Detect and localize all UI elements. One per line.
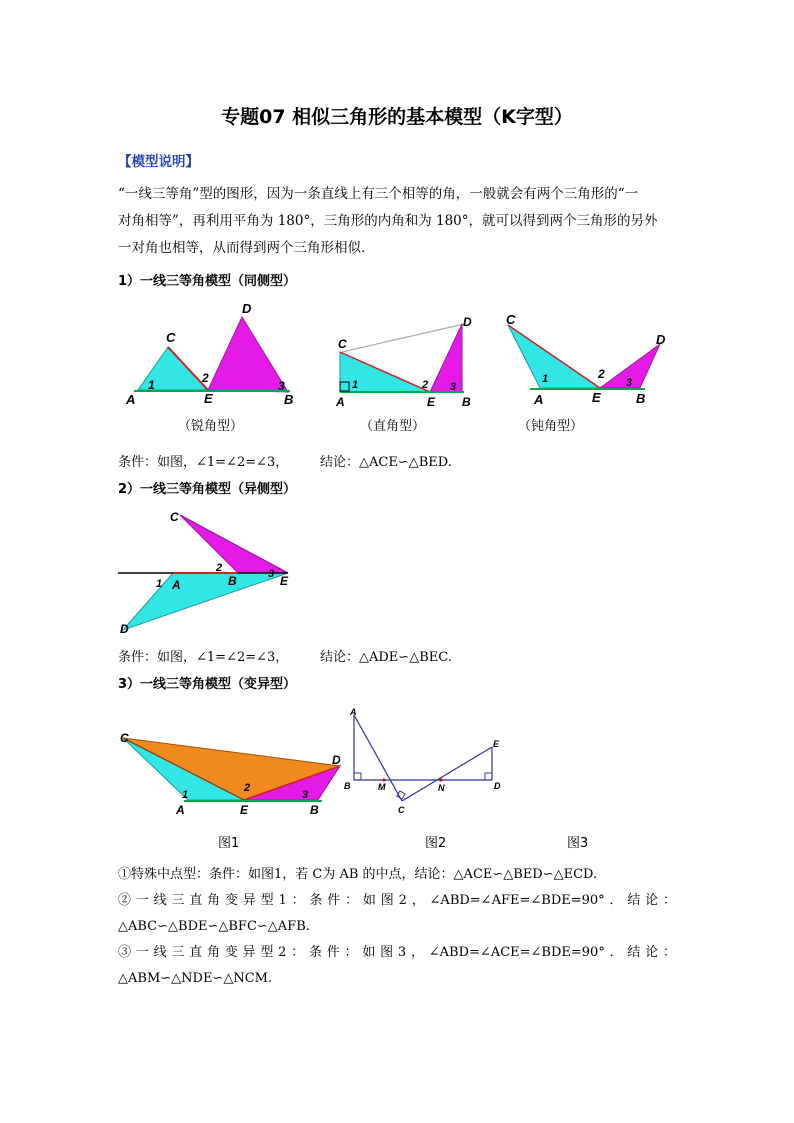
intro-line-1: “一线三等角”型的图形，因为一条直线上有三个相等的角，一般就会有两个三角形的“一 — [118, 186, 639, 202]
label-E: E — [427, 395, 436, 409]
label-B: B — [636, 391, 646, 406]
label-E: E — [493, 739, 500, 749]
note-2-line-1: ②一线三直角变异型1：条件：如图2，∠ABD=∠AFE=∠BDE=90°．结论： — [118, 893, 676, 908]
angle-1: 1 — [542, 373, 549, 385]
label-B: B — [462, 395, 471, 409]
label-A: A — [350, 707, 357, 717]
label-A: A — [534, 392, 544, 407]
angle-3: 3 — [626, 377, 633, 389]
part3-heading: 3）一线三等角模型（变异型） — [118, 677, 297, 692]
label-C: C — [166, 330, 176, 345]
part1-conclusion: 结论：△ACE∽△BED. — [320, 455, 452, 470]
figure-right — [330, 312, 480, 412]
caption-obtuse: （钝角型） — [518, 419, 584, 434]
label-E: E — [592, 390, 601, 405]
note-3-line-1: ③一线三直角变异型2：条件：如图3，∠ABD=∠ACE=∠BDE=90°．结论： — [118, 945, 676, 960]
label-D: D — [463, 315, 472, 329]
figure-opposite — [118, 505, 303, 640]
caption-right: （直角型） — [360, 419, 426, 434]
label-E: E — [280, 574, 289, 588]
note-1: ①特殊中点型：条件：如图1，若 C为 AB 的中点，结论：△ACE∽△BED∽△ECD. — [118, 867, 598, 882]
label-B: B — [284, 392, 294, 407]
label-B: B — [228, 574, 237, 588]
label-A: A — [172, 578, 181, 592]
figure-variant-2 — [342, 705, 512, 820]
section-label: 【模型说明】 — [118, 154, 199, 170]
caption-fig3: 图3 — [567, 836, 589, 851]
angle-2: 2 — [202, 371, 209, 385]
note-2-line-2: △ABC∽△BDE∽△BFC∽△AFB. — [118, 919, 310, 934]
part2-heading: 2）一线三等角模型（异侧型） — [118, 482, 297, 497]
intro-line-3: 一对角也相等，从而得到两个三角形相似． — [118, 240, 375, 256]
angle-3: 3 — [268, 568, 275, 580]
angle-3: 3 — [450, 381, 457, 393]
figure-obtuse — [500, 310, 680, 410]
angle-1: 1 — [148, 378, 155, 392]
angle-2: 2 — [598, 367, 605, 381]
label-B: B — [310, 803, 319, 817]
angle-3: 3 — [302, 789, 309, 801]
intro-paragraph — [118, 181, 678, 262]
label-C: C — [398, 805, 405, 815]
caption-acute: （锐角型） — [178, 419, 244, 434]
angle-2: 2 — [422, 379, 429, 391]
label-D: D — [242, 301, 252, 316]
label-D: D — [656, 332, 666, 347]
label-A: A — [126, 392, 136, 407]
page-title: 专题07 相似三角形的基本模型（K字型） — [221, 106, 573, 128]
angle-1: 1 — [352, 379, 359, 391]
label-E: E — [204, 391, 213, 406]
label-C: C — [506, 312, 516, 327]
label-B: B — [344, 781, 351, 791]
label-A: A — [336, 395, 345, 409]
label-E: E — [240, 803, 249, 817]
angle-3: 3 — [278, 379, 285, 393]
figure-acute — [118, 300, 308, 410]
part1-heading: 1）一线三等角模型（同侧型） — [118, 274, 297, 289]
label-M: M — [378, 782, 386, 792]
label-D: D — [494, 781, 501, 791]
angle-2: 2 — [216, 562, 223, 574]
intro-line-2: 对角相等”，再利用平角为 180°，三角形的内角和为 180°，就可以得到两个三角形的另外 — [118, 213, 658, 229]
part2-condition: 条件：如图，∠1=∠2=∠3， — [118, 650, 289, 665]
label-C: C — [120, 731, 129, 745]
part1-condition: 条件：如图，∠1=∠2=∠3， — [118, 455, 289, 470]
label-D: D — [332, 753, 341, 767]
label-D: D — [120, 622, 129, 636]
angle-2: 2 — [244, 782, 251, 794]
note-3-line-2: △ABM∽△NDE∽△NCM. — [118, 971, 273, 986]
figure-variant-1 — [118, 728, 348, 818]
angle-1: 1 — [182, 789, 189, 801]
caption-fig2: 图2 — [425, 836, 447, 851]
angle-1: 1 — [156, 578, 163, 590]
label-A: A — [176, 803, 185, 817]
label-C: C — [170, 510, 179, 524]
part2-conclusion: 结论：△ADE∽△BEC. — [320, 650, 452, 665]
label-N: N — [438, 783, 445, 793]
label-C: C — [338, 337, 347, 351]
caption-fig1: 图1 — [218, 836, 240, 851]
